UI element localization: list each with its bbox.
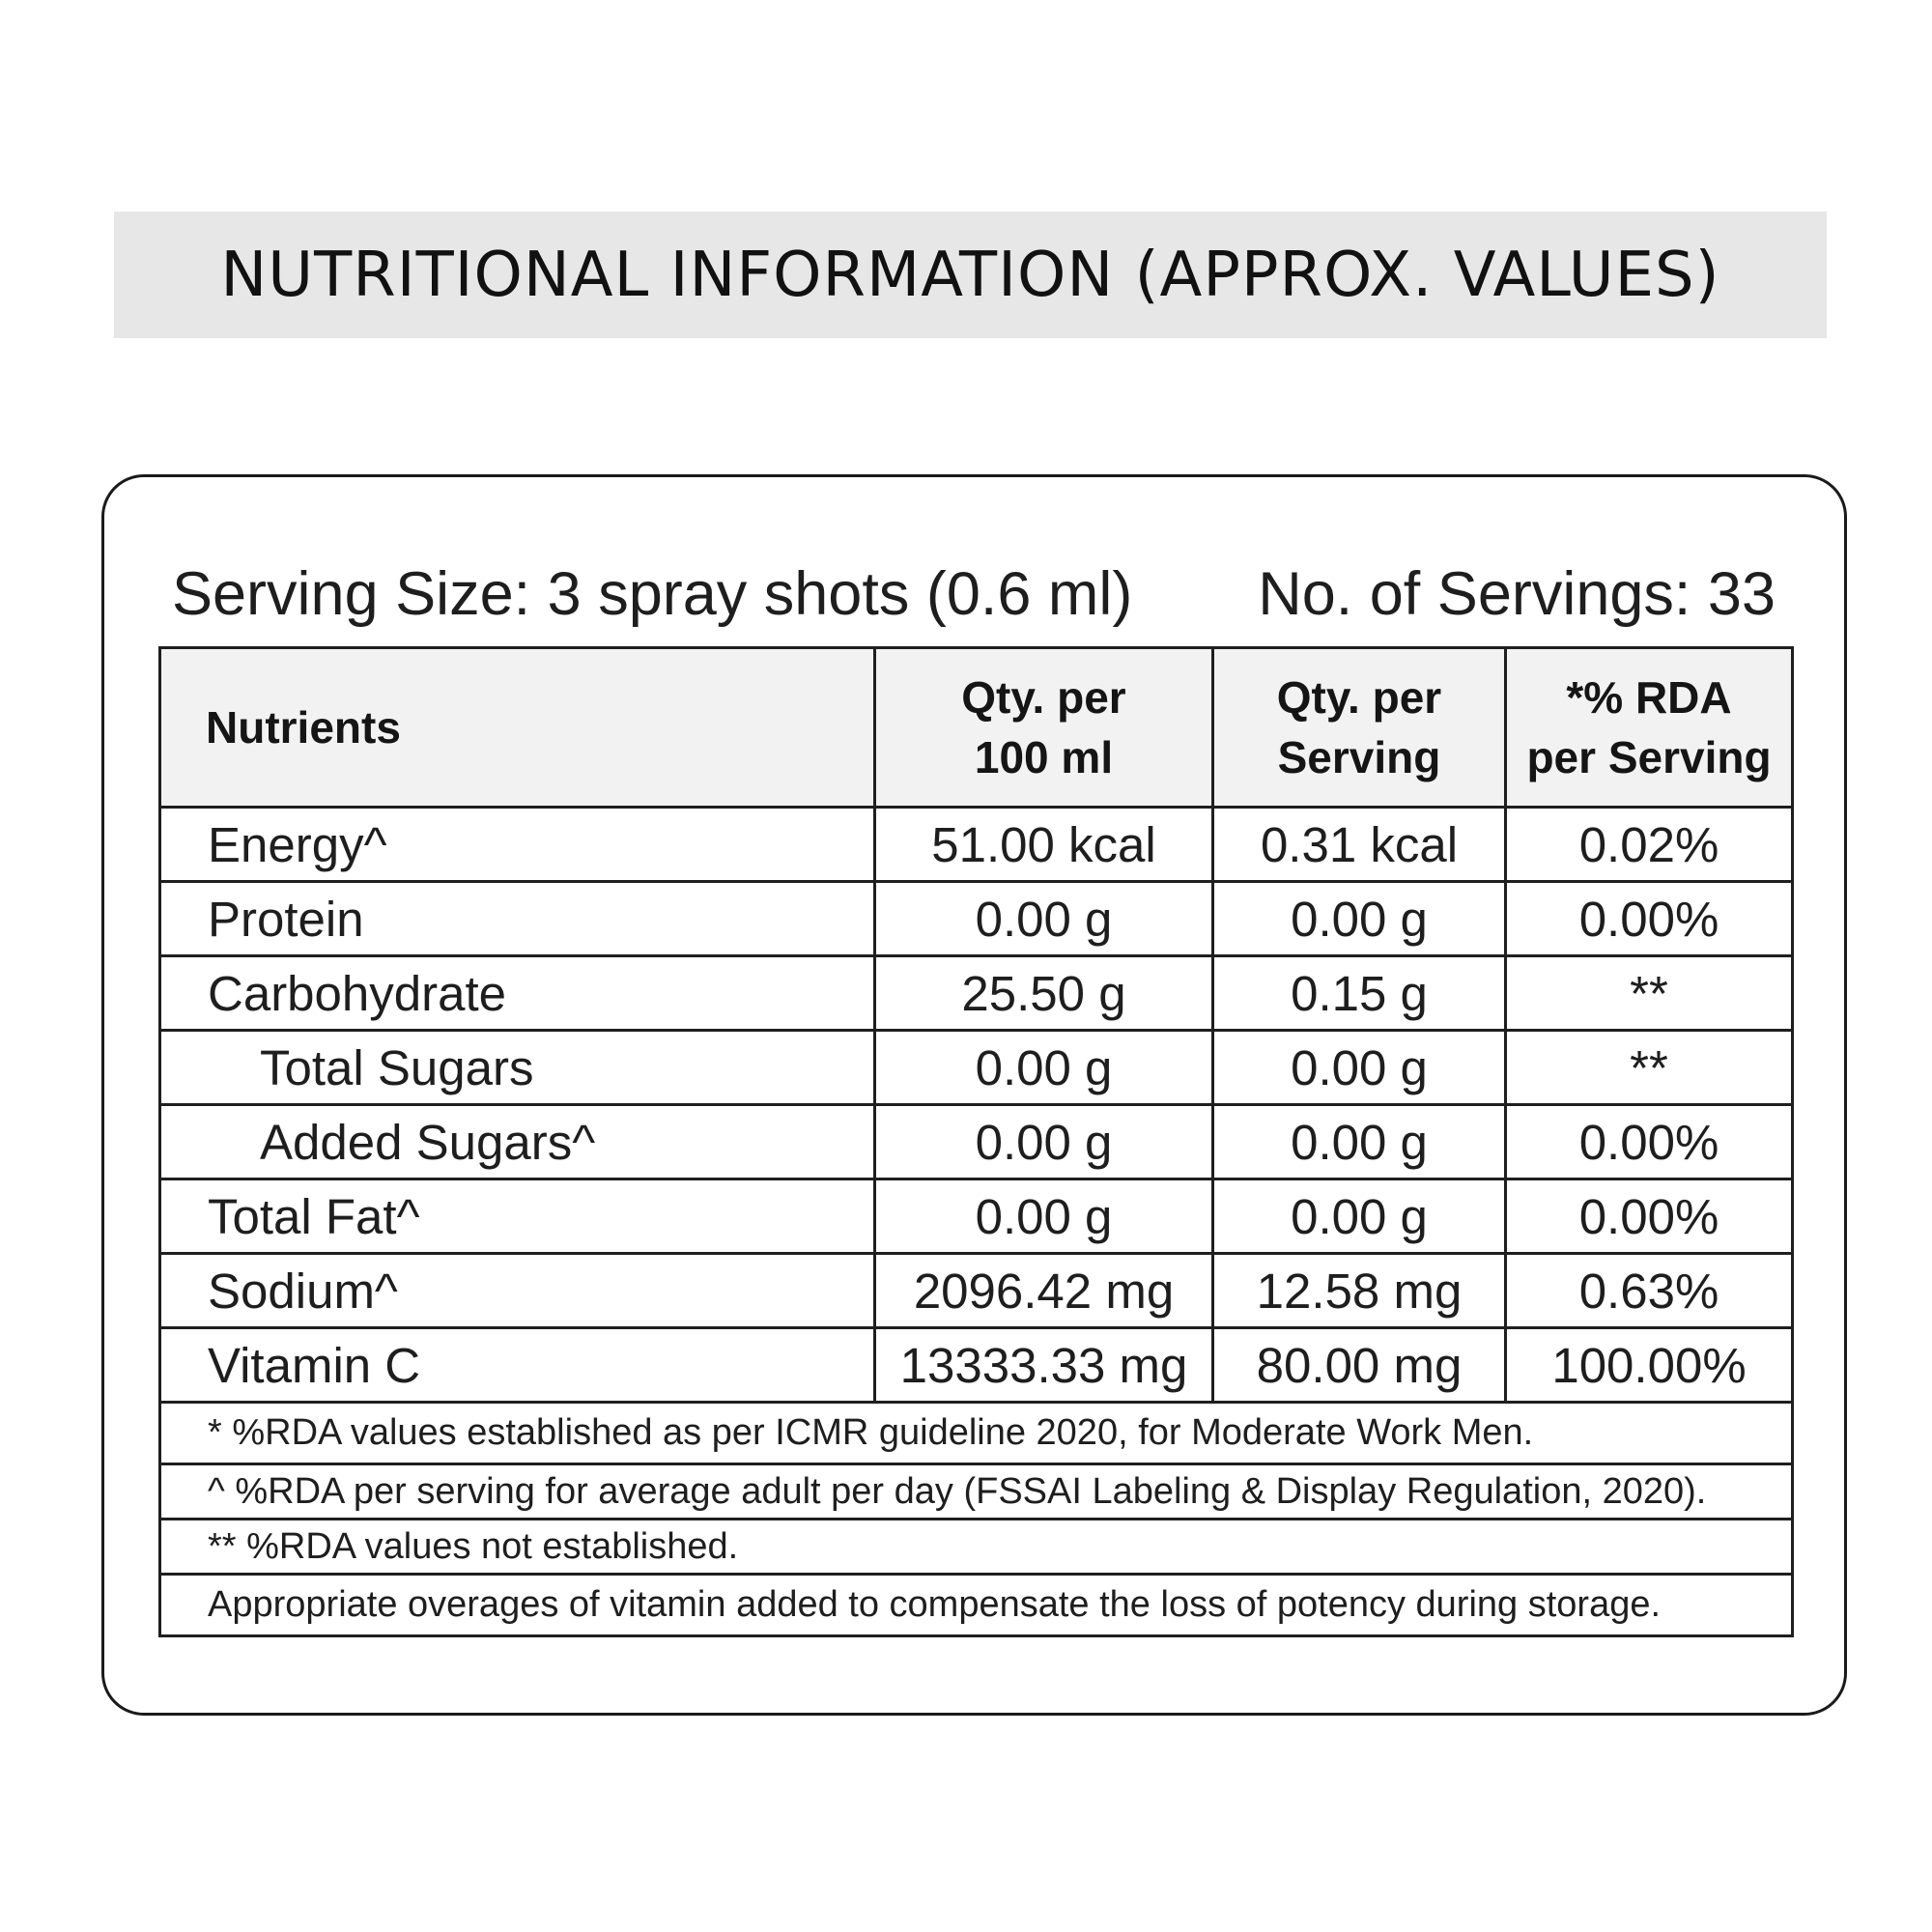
footnote-icmr: * %RDA values established as per ICMR guideline 2020, for Moderate Work Men. xyxy=(160,1403,1793,1464)
qty-per-serving: 12.58 mg xyxy=(1213,1254,1506,1328)
rda-per-serving: 0.00% xyxy=(1506,1105,1793,1179)
rda-per-serving: ** xyxy=(1506,956,1793,1031)
nutrient-name: Added Sugars^ xyxy=(160,1105,875,1179)
rda-per-serving: 100.00% xyxy=(1506,1328,1793,1403)
qty-per-serving: 0.00 g xyxy=(1213,1179,1506,1254)
footnote-fssai: ^ %RDA per serving for average adult per day (FSSAI Labeling & Display Regulation, 2020). xyxy=(160,1464,1793,1520)
rda-per-serving: 0.02% xyxy=(1506,808,1793,882)
table-row xyxy=(160,808,1793,882)
qty-per-100ml: 0.00 g xyxy=(875,1179,1213,1254)
footnote-row xyxy=(160,1464,1793,1520)
header-rda-line2: per Serving xyxy=(1526,732,1772,782)
table-row xyxy=(160,1179,1793,1254)
header-qty-per-100ml xyxy=(875,648,1213,808)
table-row xyxy=(160,1105,1793,1179)
qty-per-100ml: 0.00 g xyxy=(875,1105,1213,1179)
qty-per-serving: 0.00 g xyxy=(1213,1105,1506,1179)
qty-per-serving: 0.15 g xyxy=(1213,956,1506,1031)
table-row xyxy=(160,1328,1793,1403)
header-qty-per-serving-line1: Qty. per xyxy=(1276,672,1442,723)
nutrient-name: Total Fat^ xyxy=(160,1179,875,1254)
qty-per-serving: 0.00 g xyxy=(1213,1031,1506,1105)
number-of-servings: No. of Servings: 33 xyxy=(1258,560,1776,628)
table-row xyxy=(160,1254,1793,1328)
header-rda-line1: *% RDA xyxy=(1566,672,1732,723)
qty-per-100ml: 13333.33 mg xyxy=(875,1328,1213,1403)
footnote-row xyxy=(160,1575,1793,1636)
nutrient-name: Sodium^ xyxy=(160,1254,875,1328)
qty-per-serving: 0.00 g xyxy=(1213,882,1506,956)
rda-per-serving: 0.00% xyxy=(1506,1179,1793,1254)
page-title: NUTRITIONAL INFORMATION (APPROX. VALUES) xyxy=(220,239,1720,311)
header-nutrients-label: Nutrients xyxy=(206,702,401,753)
qty-per-serving: 0.31 kcal xyxy=(1213,808,1506,882)
header-qty-per-100ml-line2: 100 ml xyxy=(974,732,1114,782)
header-qty-per-serving-line2: Serving xyxy=(1277,732,1441,782)
table-row xyxy=(160,956,1793,1031)
table-row xyxy=(160,1031,1793,1105)
qty-per-100ml: 2096.42 mg xyxy=(875,1254,1213,1328)
rda-per-serving: ** xyxy=(1506,1031,1793,1105)
footnote-row xyxy=(160,1403,1793,1464)
qty-per-100ml: 0.00 g xyxy=(875,1031,1213,1105)
header-qty-per-serving xyxy=(1213,648,1506,808)
qty-per-100ml: 0.00 g xyxy=(875,882,1213,956)
header-nutrients xyxy=(160,648,875,808)
footnote-overages: Appropriate overages of vitamin added to compensate the loss of potency during storage. xyxy=(160,1575,1793,1636)
nutrition-table xyxy=(158,646,1794,1637)
serving-size: Serving Size: 3 spray shots (0.6 ml) xyxy=(172,560,1133,628)
qty-per-serving: 80.00 mg xyxy=(1213,1328,1506,1403)
table-header-row xyxy=(160,648,1793,808)
header-qty-per-100ml-line1: Qty. per xyxy=(961,672,1126,723)
title-banner xyxy=(114,212,1827,338)
serving-info xyxy=(172,551,1776,638)
qty-per-100ml: 51.00 kcal xyxy=(875,808,1213,882)
footnote-row xyxy=(160,1520,1793,1575)
rda-per-serving: 0.00% xyxy=(1506,882,1793,956)
nutrient-name: Vitamin C xyxy=(160,1328,875,1403)
nutrient-name: Energy^ xyxy=(160,808,875,882)
header-rda-per-serving xyxy=(1506,648,1793,808)
nutrient-name: Carbohydrate xyxy=(160,956,875,1031)
footnote-not-established: ** %RDA values not established. xyxy=(160,1520,1793,1575)
nutrient-name: Total Sugars xyxy=(160,1031,875,1105)
rda-per-serving: 0.63% xyxy=(1506,1254,1793,1328)
table-row xyxy=(160,882,1793,956)
nutrient-name: Protein xyxy=(160,882,875,956)
qty-per-100ml: 25.50 g xyxy=(875,956,1213,1031)
